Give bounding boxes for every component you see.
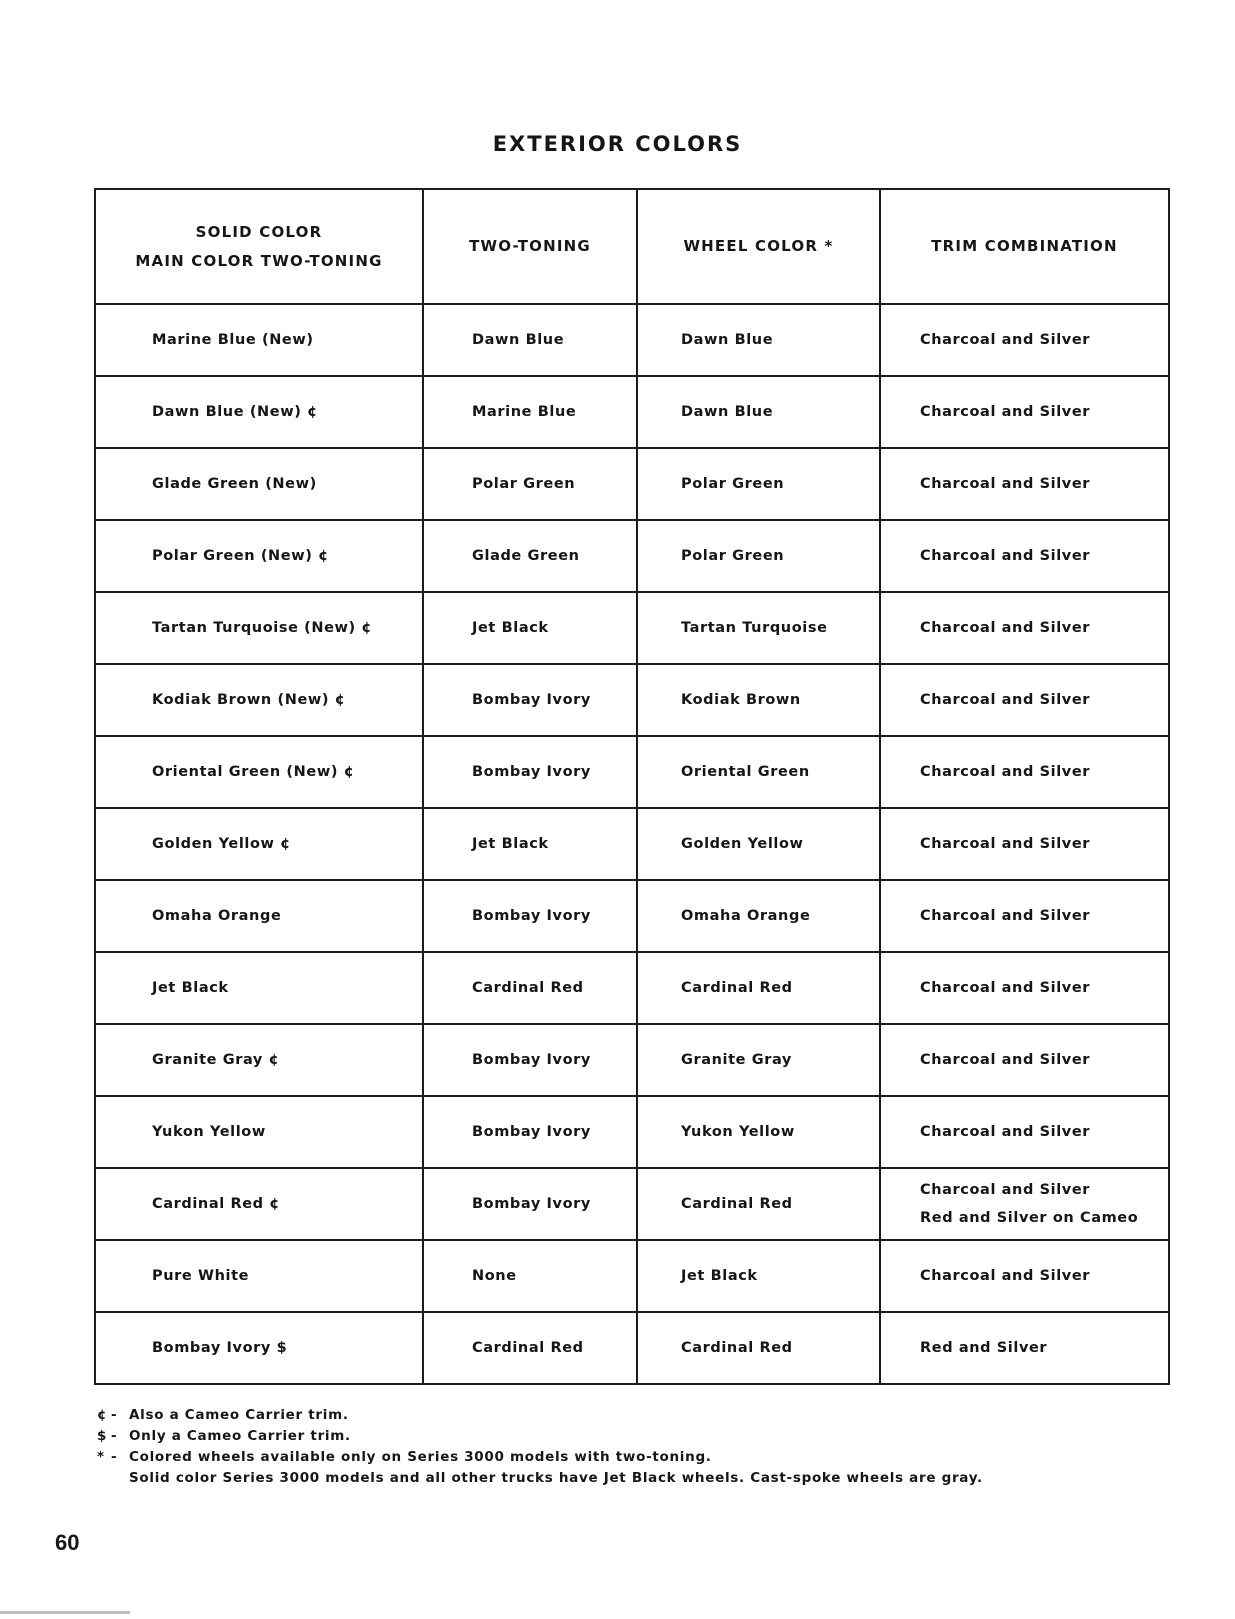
exterior-colors-table (94, 188, 1170, 1385)
main-color-cell: Pure White (95, 1240, 423, 1312)
two-toning-cell: Bombay Ivory (423, 1168, 637, 1240)
trim-combination-cell (880, 952, 1169, 1024)
main-color-cell: Oriental Green (New) ¢ (95, 736, 423, 808)
wheel-color-cell: Dawn Blue (637, 376, 880, 448)
trim-line: Charcoal and Silver (920, 1182, 1091, 1198)
trim-combination-cell (880, 1168, 1169, 1240)
table-body (95, 304, 1169, 1384)
footnote-text: Colored wheels available only on Series 3000 models with two-toning. (129, 1449, 712, 1465)
footnote-text: Also a Cameo Carrier trim. (129, 1407, 349, 1423)
table-row (95, 1240, 1169, 1312)
header-trim-combination-label: TRIM COMBINATION (931, 237, 1118, 255)
table-row (95, 808, 1169, 880)
table-header-row (95, 189, 1169, 304)
wheel-color-cell: Golden Yellow (637, 808, 880, 880)
two-toning-cell: Bombay Ivory (423, 1024, 637, 1096)
trim-combination-cell (880, 520, 1169, 592)
header-wheel-color-label: WHEEL COLOR * (683, 237, 834, 255)
page-title: EXTERIOR COLORS (492, 132, 743, 156)
table-row (95, 880, 1169, 952)
header-main-color-line: MAIN COLOR TWO-TONING (135, 251, 383, 270)
two-toning-cell: Bombay Ivory (423, 664, 637, 736)
trim-line: Charcoal and Silver (920, 908, 1091, 924)
trim-line: Charcoal and Silver (920, 476, 1091, 492)
trim-combination-cell (880, 592, 1169, 664)
table-row (95, 1096, 1169, 1168)
two-toning-cell: Polar Green (423, 448, 637, 520)
wheel-color-cell: Tartan Turquoise (637, 592, 880, 664)
footnote (97, 1405, 983, 1426)
trim-combination-cell (880, 664, 1169, 736)
main-color-cell: Cardinal Red ¢ (95, 1168, 423, 1240)
table-row (95, 376, 1169, 448)
two-toning-cell: Dawn Blue (423, 304, 637, 376)
two-toning-cell: Jet Black (423, 592, 637, 664)
wheel-color-cell: Cardinal Red (637, 952, 880, 1024)
trim-line: Charcoal and Silver (920, 548, 1091, 564)
trim-combination-cell (880, 808, 1169, 880)
footnote-text: Only a Cameo Carrier trim. (129, 1428, 351, 1444)
main-color-cell: Omaha Orange (95, 880, 423, 952)
wheel-color-cell: Cardinal Red (637, 1168, 880, 1240)
main-color-cell: Bombay Ivory $ (95, 1312, 423, 1384)
footnote-dash: - (111, 1449, 118, 1465)
main-color-cell: Polar Green (New) ¢ (95, 520, 423, 592)
header-trim-combination (880, 189, 1169, 304)
wheel-color-cell: Polar Green (637, 520, 880, 592)
footnote-dash: - (111, 1407, 118, 1423)
trim-line: Charcoal and Silver (920, 1268, 1091, 1284)
header-main-color (95, 189, 423, 304)
two-toning-cell: Bombay Ivory (423, 736, 637, 808)
wheel-color-cell: Dawn Blue (637, 304, 880, 376)
trim-combination-cell (880, 1024, 1169, 1096)
two-toning-cell: Jet Black (423, 808, 637, 880)
page-number: 60 (55, 1530, 80, 1555)
wheel-color-cell: Cardinal Red (637, 1312, 880, 1384)
footnote (97, 1447, 983, 1468)
two-toning-cell: Bombay Ivory (423, 880, 637, 952)
trim-combination-cell (880, 304, 1169, 376)
two-toning-cell: Marine Blue (423, 376, 637, 448)
table-row (95, 592, 1169, 664)
header-wheel-color (637, 189, 880, 304)
footnote-symbol: ¢ (97, 1407, 108, 1423)
trim-line: Charcoal and Silver (920, 836, 1091, 852)
trim-line: Red and Silver (920, 1340, 1048, 1356)
two-toning-cell: Cardinal Red (423, 952, 637, 1024)
footnote-symbol: $ (97, 1428, 108, 1444)
table-row (95, 664, 1169, 736)
table-row (95, 1168, 1169, 1240)
wheel-color-cell: Yukon Yellow (637, 1096, 880, 1168)
main-color-cell: Granite Gray ¢ (95, 1024, 423, 1096)
table-row (95, 1024, 1169, 1096)
header-main-color-line: SOLID COLOR (195, 222, 323, 241)
trim-combination-cell (880, 448, 1169, 520)
two-toning-cell: Cardinal Red (423, 1312, 637, 1384)
trim-combination-cell (880, 1312, 1169, 1384)
main-color-cell: Kodiak Brown (New) ¢ (95, 664, 423, 736)
trim-line: Red and Silver on Cameo (920, 1210, 1139, 1226)
table-row (95, 1312, 1169, 1384)
trim-combination-cell (880, 376, 1169, 448)
trim-combination-cell (880, 1096, 1169, 1168)
trim-line: Charcoal and Silver (920, 332, 1091, 348)
wheel-color-cell: Granite Gray (637, 1024, 880, 1096)
trim-line: Charcoal and Silver (920, 980, 1091, 996)
trim-line: Charcoal and Silver (920, 620, 1091, 636)
table-row (95, 520, 1169, 592)
header-two-toning-label: TWO-TONING (469, 237, 591, 255)
wheel-color-cell: Jet Black (637, 1240, 880, 1312)
trim-line: Charcoal and Silver (920, 764, 1091, 780)
table-row (95, 952, 1169, 1024)
main-color-cell: Glade Green (New) (95, 448, 423, 520)
wheel-color-cell: Polar Green (637, 448, 880, 520)
trim-line: Charcoal and Silver (920, 1052, 1091, 1068)
trim-line: Charcoal and Silver (920, 1124, 1091, 1140)
trim-combination-cell (880, 1240, 1169, 1312)
two-toning-cell: Bombay Ivory (423, 1096, 637, 1168)
trim-combination-cell (880, 880, 1169, 952)
main-color-cell: Jet Black (95, 952, 423, 1024)
wheel-color-cell: Oriental Green (637, 736, 880, 808)
wheel-color-cell: Omaha Orange (637, 880, 880, 952)
table-row (95, 448, 1169, 520)
main-color-cell: Yukon Yellow (95, 1096, 423, 1168)
footnote-dash: - (111, 1428, 118, 1444)
header-two-toning (423, 189, 637, 304)
main-color-cell: Marine Blue (New) (95, 304, 423, 376)
footnote (97, 1426, 983, 1447)
two-toning-cell: Glade Green (423, 520, 637, 592)
table-row (95, 736, 1169, 808)
footnotes (97, 1405, 983, 1489)
wheel-color-cell: Kodiak Brown (637, 664, 880, 736)
two-toning-cell: None (423, 1240, 637, 1312)
footnote-symbol: * (97, 1449, 105, 1465)
table-row (95, 304, 1169, 376)
main-color-cell: Dawn Blue (New) ¢ (95, 376, 423, 448)
trim-combination-cell (880, 736, 1169, 808)
bottom-rule (0, 1611, 130, 1614)
trim-line: Charcoal and Silver (920, 404, 1091, 420)
footnote-continuation: Solid color Series 3000 models and all other trucks have Jet Black wheels. Cast-spoke wheels are gray. (129, 1470, 983, 1486)
trim-line: Charcoal and Silver (920, 692, 1091, 708)
main-color-cell: Golden Yellow ¢ (95, 808, 423, 880)
main-color-cell: Tartan Turquoise (New) ¢ (95, 592, 423, 664)
